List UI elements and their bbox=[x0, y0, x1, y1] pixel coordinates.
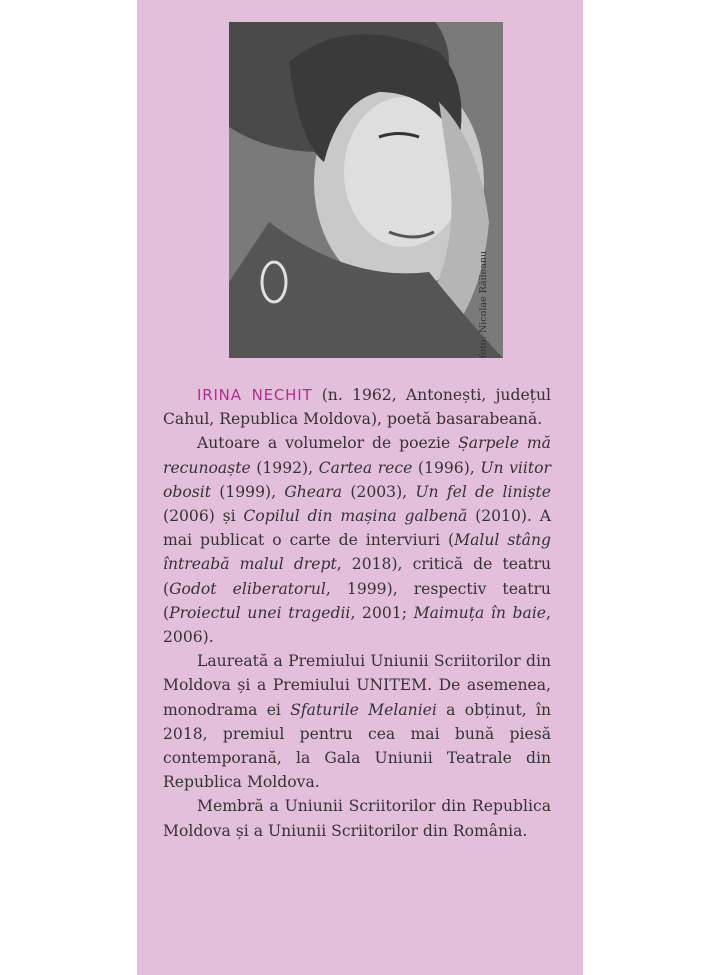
bio-text: , 2006). bbox=[163, 603, 552, 647]
author-name: IRINA NECHIT bbox=[197, 386, 313, 404]
bio-intro-text: (n. 1962, Antonești, județul Cahul, Republica Moldova), poetă basarabeană. bbox=[163, 386, 551, 429]
bio-text: (2006) și bbox=[163, 507, 244, 526]
book-title: Godot eliberatorul bbox=[169, 579, 326, 598]
book-title: Proiectul unei tragedii bbox=[169, 603, 351, 622]
bio-text: a obținut, în 2018, premiul pentru cea mai bună piesă contemporană, la Gala Uniunii Teatrale din Republica Moldova. bbox=[163, 700, 551, 792]
bio-intro-paragraph bbox=[163, 383, 551, 431]
bio-text: (1996), bbox=[412, 458, 481, 477]
book-title: Cartea rece bbox=[318, 458, 413, 477]
bio-text: (1999), bbox=[211, 482, 285, 501]
book-title: Gheara bbox=[284, 482, 343, 501]
bio-works-paragraph bbox=[163, 431, 551, 649]
bio-text: (1992), bbox=[250, 458, 319, 477]
book-title: Copilul din mașina galbenă bbox=[243, 507, 468, 526]
bio-text: , 1999), respectiv teatru ( bbox=[163, 579, 551, 622]
book-title: Un viitor obosit bbox=[163, 458, 551, 501]
bio-text: , 2018), critică de teatru ( bbox=[163, 555, 552, 598]
bio-text: , 2001; bbox=[350, 603, 414, 622]
bio-text: Laureată a Premiului Uniunii Scriitorilor din Moldova și a Premiului UNITEM. De asemenea, monodrama ei bbox=[163, 652, 551, 719]
book-title: Un fel de liniște bbox=[415, 482, 551, 501]
book-title: Maimuța în baie bbox=[413, 603, 547, 622]
bio-membership-paragraph: Membră a Uniunii Scriitorilor din Republica Moldova și a Uniunii Scriitorilor din România. bbox=[163, 797, 551, 840]
photo-credit: foto: Nicolae Răileanu bbox=[478, 250, 489, 358]
bio-text: (2010). A mai publicat o carte de interviuri ( bbox=[163, 507, 551, 550]
bio-text: (2003), bbox=[342, 482, 416, 501]
bio-awards-paragraph bbox=[163, 649, 551, 794]
book-title: Malul stâng întreabă malul drept bbox=[163, 531, 551, 574]
author-photo bbox=[229, 22, 503, 358]
book-title: Sfaturile Melaniei bbox=[290, 700, 437, 719]
book-title: Șarpele mă recunoaște bbox=[163, 434, 551, 477]
author-biography bbox=[163, 383, 551, 843]
bio-text: Autoare a volumelor de poezie bbox=[197, 434, 459, 453]
